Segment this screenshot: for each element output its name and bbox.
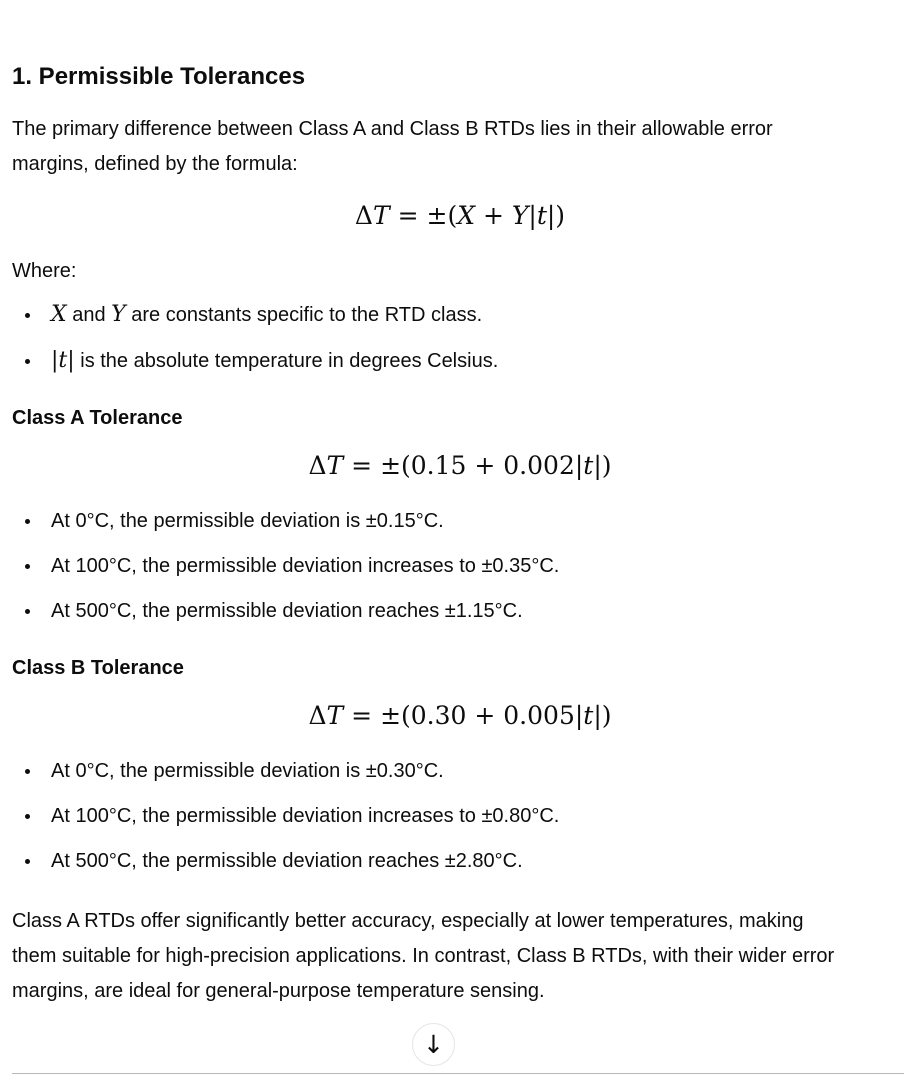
formula-general-tolerance <box>12 198 908 234</box>
list-item <box>42 343 908 379</box>
outro-line: margins, are ideal for general-purpose temperature sensing. <box>12 980 545 1002</box>
list-item: • At 0°C, the permissible deviation is ±0.15°C. <box>42 504 908 539</box>
formula-part: Y <box>511 201 529 230</box>
list-item-text: and <box>66 304 112 326</box>
formula-part: Δ <box>308 701 327 730</box>
down-arrow-icon: ↓ <box>423 1030 444 1059</box>
inline-math: | <box>67 348 75 373</box>
inline-math: Y <box>111 302 126 327</box>
list-item: • At 100°C, the permissible deviation increases to ±0.80°C. <box>42 799 908 834</box>
formula-part: | <box>528 201 537 230</box>
formula-part: Δ <box>308 451 327 480</box>
outro-paragraph <box>12 904 908 1009</box>
formula-part: = ±(0.15 + 0.002| <box>343 451 584 480</box>
bottom-divider <box>12 1073 904 1074</box>
intro-line: margins, defined by the formula: <box>12 153 298 175</box>
list-item: • At 500°C, the permissible deviation reaches ±2.80°C. <box>42 844 908 879</box>
class-a-heading: Class A Tolerance <box>12 407 183 429</box>
list-item: • At 500°C, the permissible deviation reaches ±1.15°C. <box>42 594 908 629</box>
formula-part: t <box>583 451 594 480</box>
formula-part: |) <box>593 701 612 730</box>
formula-class-a <box>12 448 908 484</box>
formula-part: t <box>536 201 547 230</box>
list-item: • At 0°C, the permissible deviation is ±0.30°C. <box>42 754 908 789</box>
scroll-to-bottom-button[interactable] <box>412 1023 455 1066</box>
formula-part: |) <box>593 451 612 480</box>
formula-part: = ±( <box>389 201 458 230</box>
class-b-heading: Class B Tolerance <box>12 657 184 679</box>
list-item <box>42 297 908 333</box>
formula-class-b <box>12 698 908 734</box>
inline-math: X <box>51 302 67 327</box>
section-heading: 1. Permissible Tolerances <box>12 63 306 90</box>
intro-paragraph <box>12 112 908 182</box>
formula-part: = ±(0.30 + 0.005| <box>343 701 584 730</box>
outro-line: them suitable for high-precision applications. In contrast, Class B RTDs, with their wider error <box>12 945 835 967</box>
where-list <box>12 297 908 379</box>
formula-part: Δ <box>354 201 373 230</box>
formula-part: |) <box>546 201 566 230</box>
class-a-list <box>12 504 908 629</box>
inline-math: t <box>58 348 68 373</box>
class-b-list <box>12 754 908 879</box>
list-item: • At 100°C, the permissible deviation increases to ±0.35°C. <box>42 549 908 584</box>
intro-line: The primary difference between Class A and Class B RTDs lies in their allowable error <box>12 118 773 140</box>
formula-part: T <box>372 201 390 230</box>
formula-part: t <box>583 701 594 730</box>
where-label: Where: <box>12 260 77 282</box>
list-item-text: is the absolute temperature in degrees Celsius. <box>74 350 499 372</box>
formula-part: + <box>475 201 512 230</box>
outro-line: Class A RTDs offer significantly better accuracy, especially at lower temperatures, making <box>12 910 804 932</box>
formula-part: T <box>326 451 344 480</box>
formula-part: X <box>457 201 476 230</box>
list-item-text: are constants specific to the RTD class. <box>125 304 483 326</box>
formula-part: T <box>326 701 344 730</box>
inline-math: | <box>51 348 59 373</box>
